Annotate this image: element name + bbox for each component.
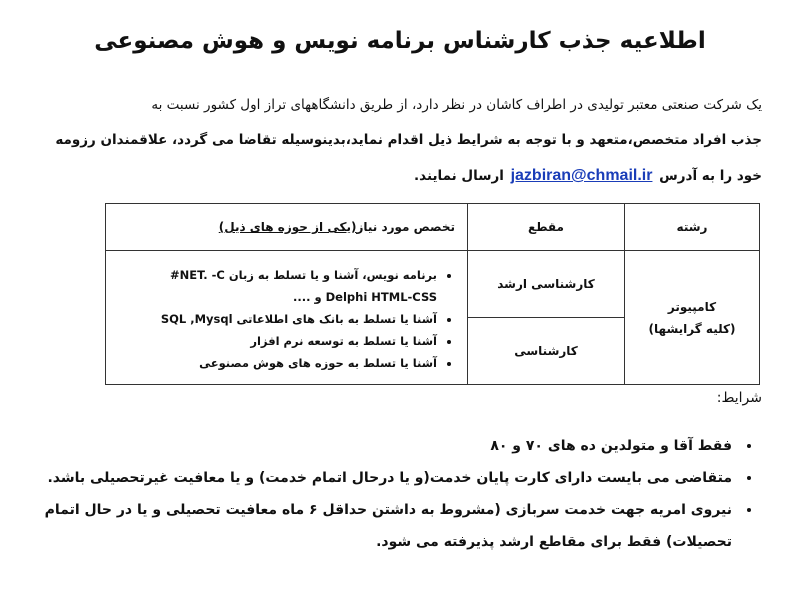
- field-value-note: (کلیه گرایشها): [648, 321, 736, 336]
- intro-line-1: یک شرکت صنعتی معتبر تولیدی در اطراف کاشان در نظر دارد، از طریق دانشگاههای تراز اول کشور نسبت به: [151, 97, 762, 113]
- header-field: رشته: [625, 204, 760, 251]
- specialty-item-1-cont: Delphi HTML-CSS و ....: [292, 289, 437, 304]
- cell-level-masters: کارشناسی ارشد: [468, 251, 625, 318]
- intro-paragraph: [47, 88, 762, 194]
- table-row: [106, 251, 760, 318]
- specialty-item-1: برنامه نویس، آشنا و یا تسلط به زبان NET. -C#: [170, 267, 437, 282]
- specialty-item: • آشنا یا تسلط به توسعه نرم افزار: [112, 330, 437, 352]
- specialty-item: • آشنا یا تسلط به حوزه های هوش مصنوعی: [112, 352, 437, 374]
- intro-line-3: [47, 158, 762, 194]
- requirements-table: [105, 203, 760, 385]
- cell-level-bachelor: کارشناسی: [468, 318, 625, 385]
- conditions-list: [21, 430, 762, 558]
- header-level: مقطع: [468, 204, 625, 251]
- intro-line-3-pre: خود را به آدرس: [659, 168, 762, 184]
- condition-item: • متقاضی می بایست دارای کارت پایان خدمت(و یا درحال اتمام خدمت) و یا معافیت غیرتحصیلی باشد.: [21, 462, 736, 494]
- specialty-item: • آشنا یا تسلط به بانک های اطلاعاتی SQL ,Mysql: [112, 308, 437, 330]
- condition-item: [21, 494, 736, 558]
- specialty-list: [112, 264, 455, 374]
- email-link[interactable]: jazbiran@chmail.ir: [510, 167, 653, 184]
- specialty-item: [112, 264, 437, 308]
- page-title: اطلاعیه جذب کارشناس برنامه نویس و هوش مصنوعی: [94, 28, 706, 54]
- cell-field: [625, 251, 760, 385]
- table-header-row: [106, 204, 760, 251]
- header-specialty-note: (یکی از حوزه های ذیل): [218, 220, 357, 234]
- field-value: کامپیوتر: [667, 299, 717, 314]
- conditions-label: شرایط:: [716, 390, 762, 406]
- cell-specialties: [106, 251, 468, 385]
- condition-item: • فقط آقا و متولدین ده های ۷۰ و ۸۰: [21, 430, 736, 462]
- intro-line-2: جذب افراد متخصص،متعهد و با توجه به شرایط ذیل اقدام نماید،بدینوسیله تقاضا می گردد، علاقمندان رزومه: [55, 132, 762, 148]
- intro-line-3-post: ارسال نمایند.: [414, 168, 504, 184]
- header-specialty-label: تخصص مورد نیاز: [356, 220, 455, 234]
- condition-item-3-line-2: تحصیلات) فقط برای مقاطع ارشد پذیرفته می شود.: [376, 534, 732, 550]
- condition-item-3-line-1: نیروی امریه جهت خدمت سربازی (مشروط به داشتن حداقل ۶ ماه معافیت تحصیلی و یا در حال اتمام: [44, 502, 732, 518]
- header-specialty: [106, 204, 468, 251]
